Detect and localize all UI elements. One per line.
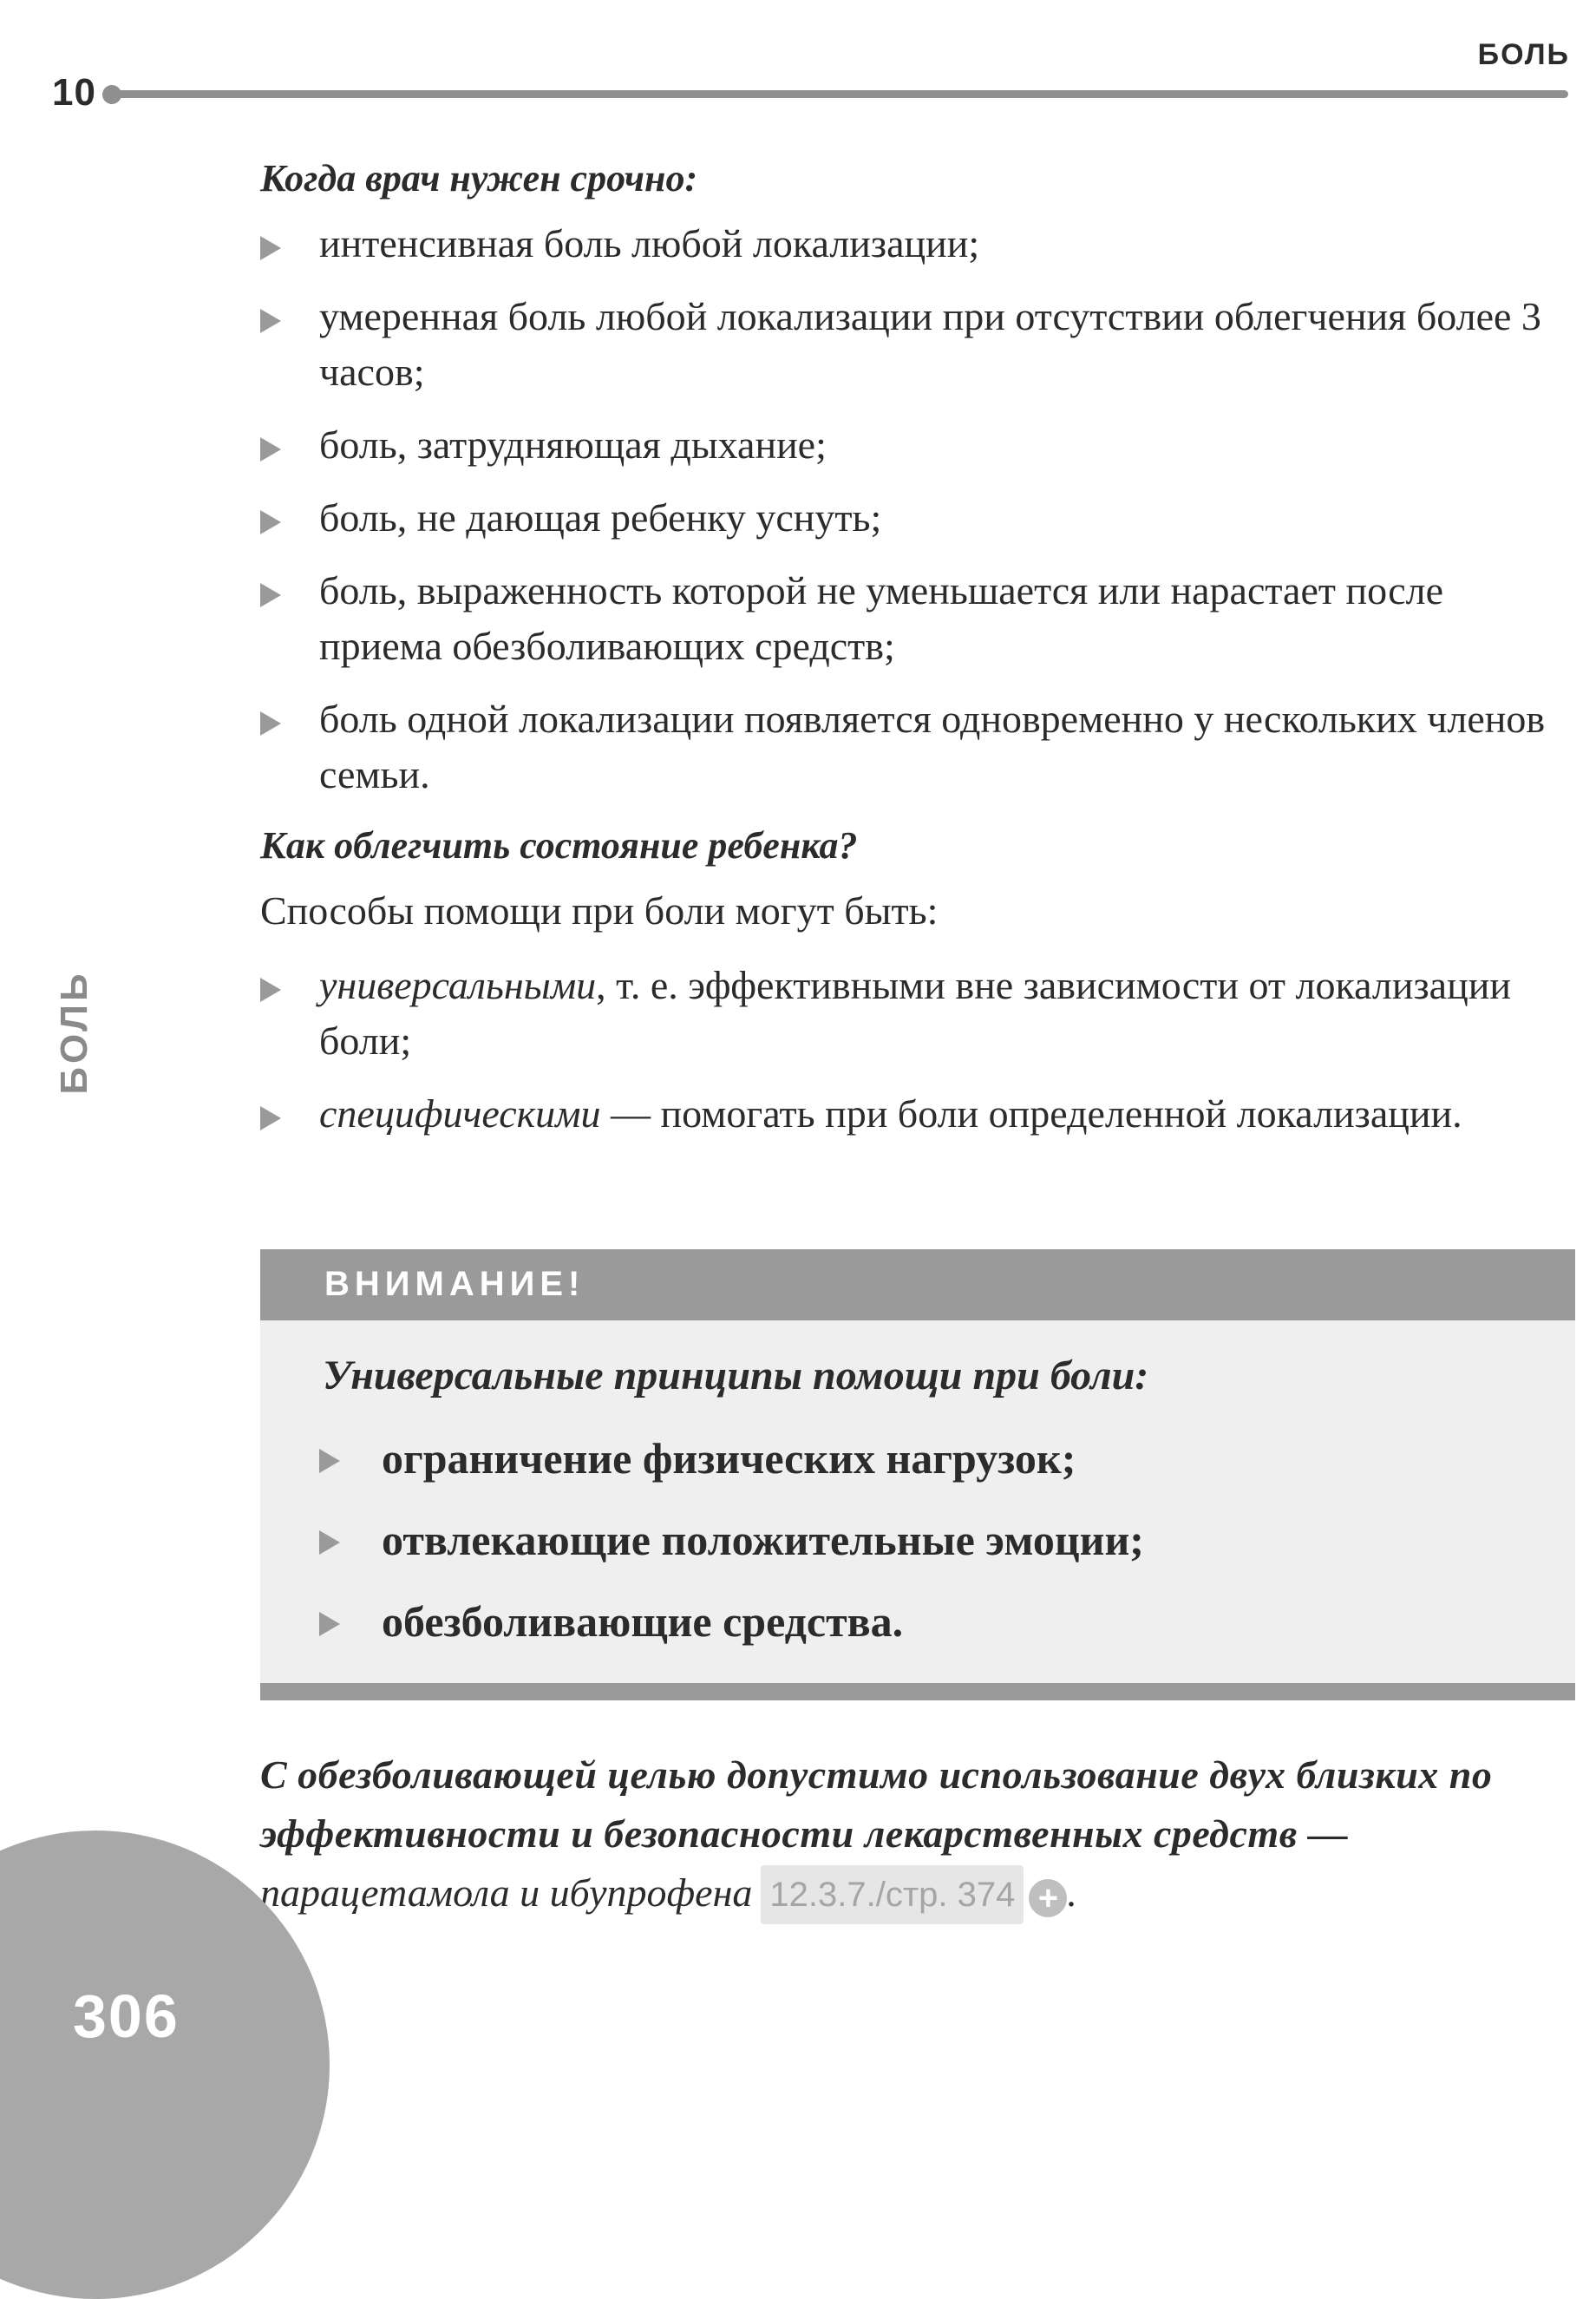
list-item: боль, затрудняющая дыхание;: [260, 417, 1570, 473]
header-rule: [111, 90, 1568, 98]
list-item: умеренная боль любой локализации при отсутствии облегчения более 3 часов;: [260, 289, 1570, 400]
final-note-text: парацетамола и ибупрофена: [260, 1870, 753, 1915]
list-item: боль, не дающая ребенку уснуть;: [260, 490, 1570, 546]
triangle-bullet-icon: [260, 978, 281, 1002]
list-item: отвлекающие положительные эмоции;: [319, 1510, 1144, 1570]
list-item: обезболивающие средства.: [319, 1591, 1144, 1652]
urgent-heading: Когда врач нужен срочно:: [260, 157, 698, 200]
attention-bottom-bar: [260, 1683, 1575, 1700]
chapter-number: 10: [52, 71, 96, 114]
triangle-bullet-icon: [260, 1106, 281, 1130]
term: специфическими: [319, 1091, 601, 1136]
final-note-end: .: [1067, 1870, 1077, 1915]
triangle-bullet-icon: [260, 583, 281, 607]
term: универсальными: [319, 963, 597, 1007]
attention-label: ВНИМАНИЕ!: [324, 1265, 585, 1303]
attention-box: [260, 1249, 1575, 1700]
relief-heading: Как облегчить состояние ребенка?: [260, 824, 858, 867]
final-note: [260, 1746, 1579, 1924]
final-note-bold: С обезболивающей целью допустимо использование двух близких по эффективности и безопасности лекарственных средств —: [260, 1752, 1493, 1856]
triangle-bullet-icon: [260, 236, 281, 260]
relief-list: [260, 958, 1570, 1142]
triangle-bullet-icon: [319, 1449, 340, 1473]
side-tab-label: БОЛЬ: [53, 970, 95, 1095]
cross-reference-link[interactable]: 12.3.7./стр. 374: [761, 1865, 1024, 1924]
list-item: специфическими — помогать при боли определенной локализации.: [260, 1086, 1570, 1142]
list-item: универсальными, т. е. эффективными вне зависимости от локализации боли;: [260, 958, 1570, 1069]
main-content: [260, 156, 1570, 1159]
urgent-list: [260, 216, 1570, 802]
triangle-bullet-icon: [260, 711, 281, 736]
attention-label-bar: [260, 1249, 1575, 1320]
list-item: боль одной локализации появляется одновременно у нескольких членов семьи.: [260, 691, 1570, 802]
page-number: 306: [73, 1982, 180, 2050]
list-item: интенсивная боль любой локализации;: [260, 216, 1570, 272]
plus-circle-icon[interactable]: +: [1029, 1879, 1067, 1917]
running-head: БОЛЬ: [1477, 38, 1570, 71]
list-item: боль, выраженность которой не уменьшается или нарастает после приема обезболивающих средств;: [260, 563, 1570, 674]
attention-list: [319, 1428, 1144, 1673]
triangle-bullet-icon: [319, 1530, 340, 1555]
attention-title: Универсальные принципы помощи при боли:: [323, 1353, 1149, 1398]
triangle-bullet-icon: [260, 437, 281, 462]
triangle-bullet-icon: [260, 309, 281, 333]
triangle-bullet-icon: [260, 510, 281, 534]
list-item: ограничение физических нагрузок;: [319, 1428, 1144, 1489]
triangle-bullet-icon: [319, 1612, 340, 1636]
relief-intro: Способы помощи при боли могут быть:: [260, 888, 939, 933]
